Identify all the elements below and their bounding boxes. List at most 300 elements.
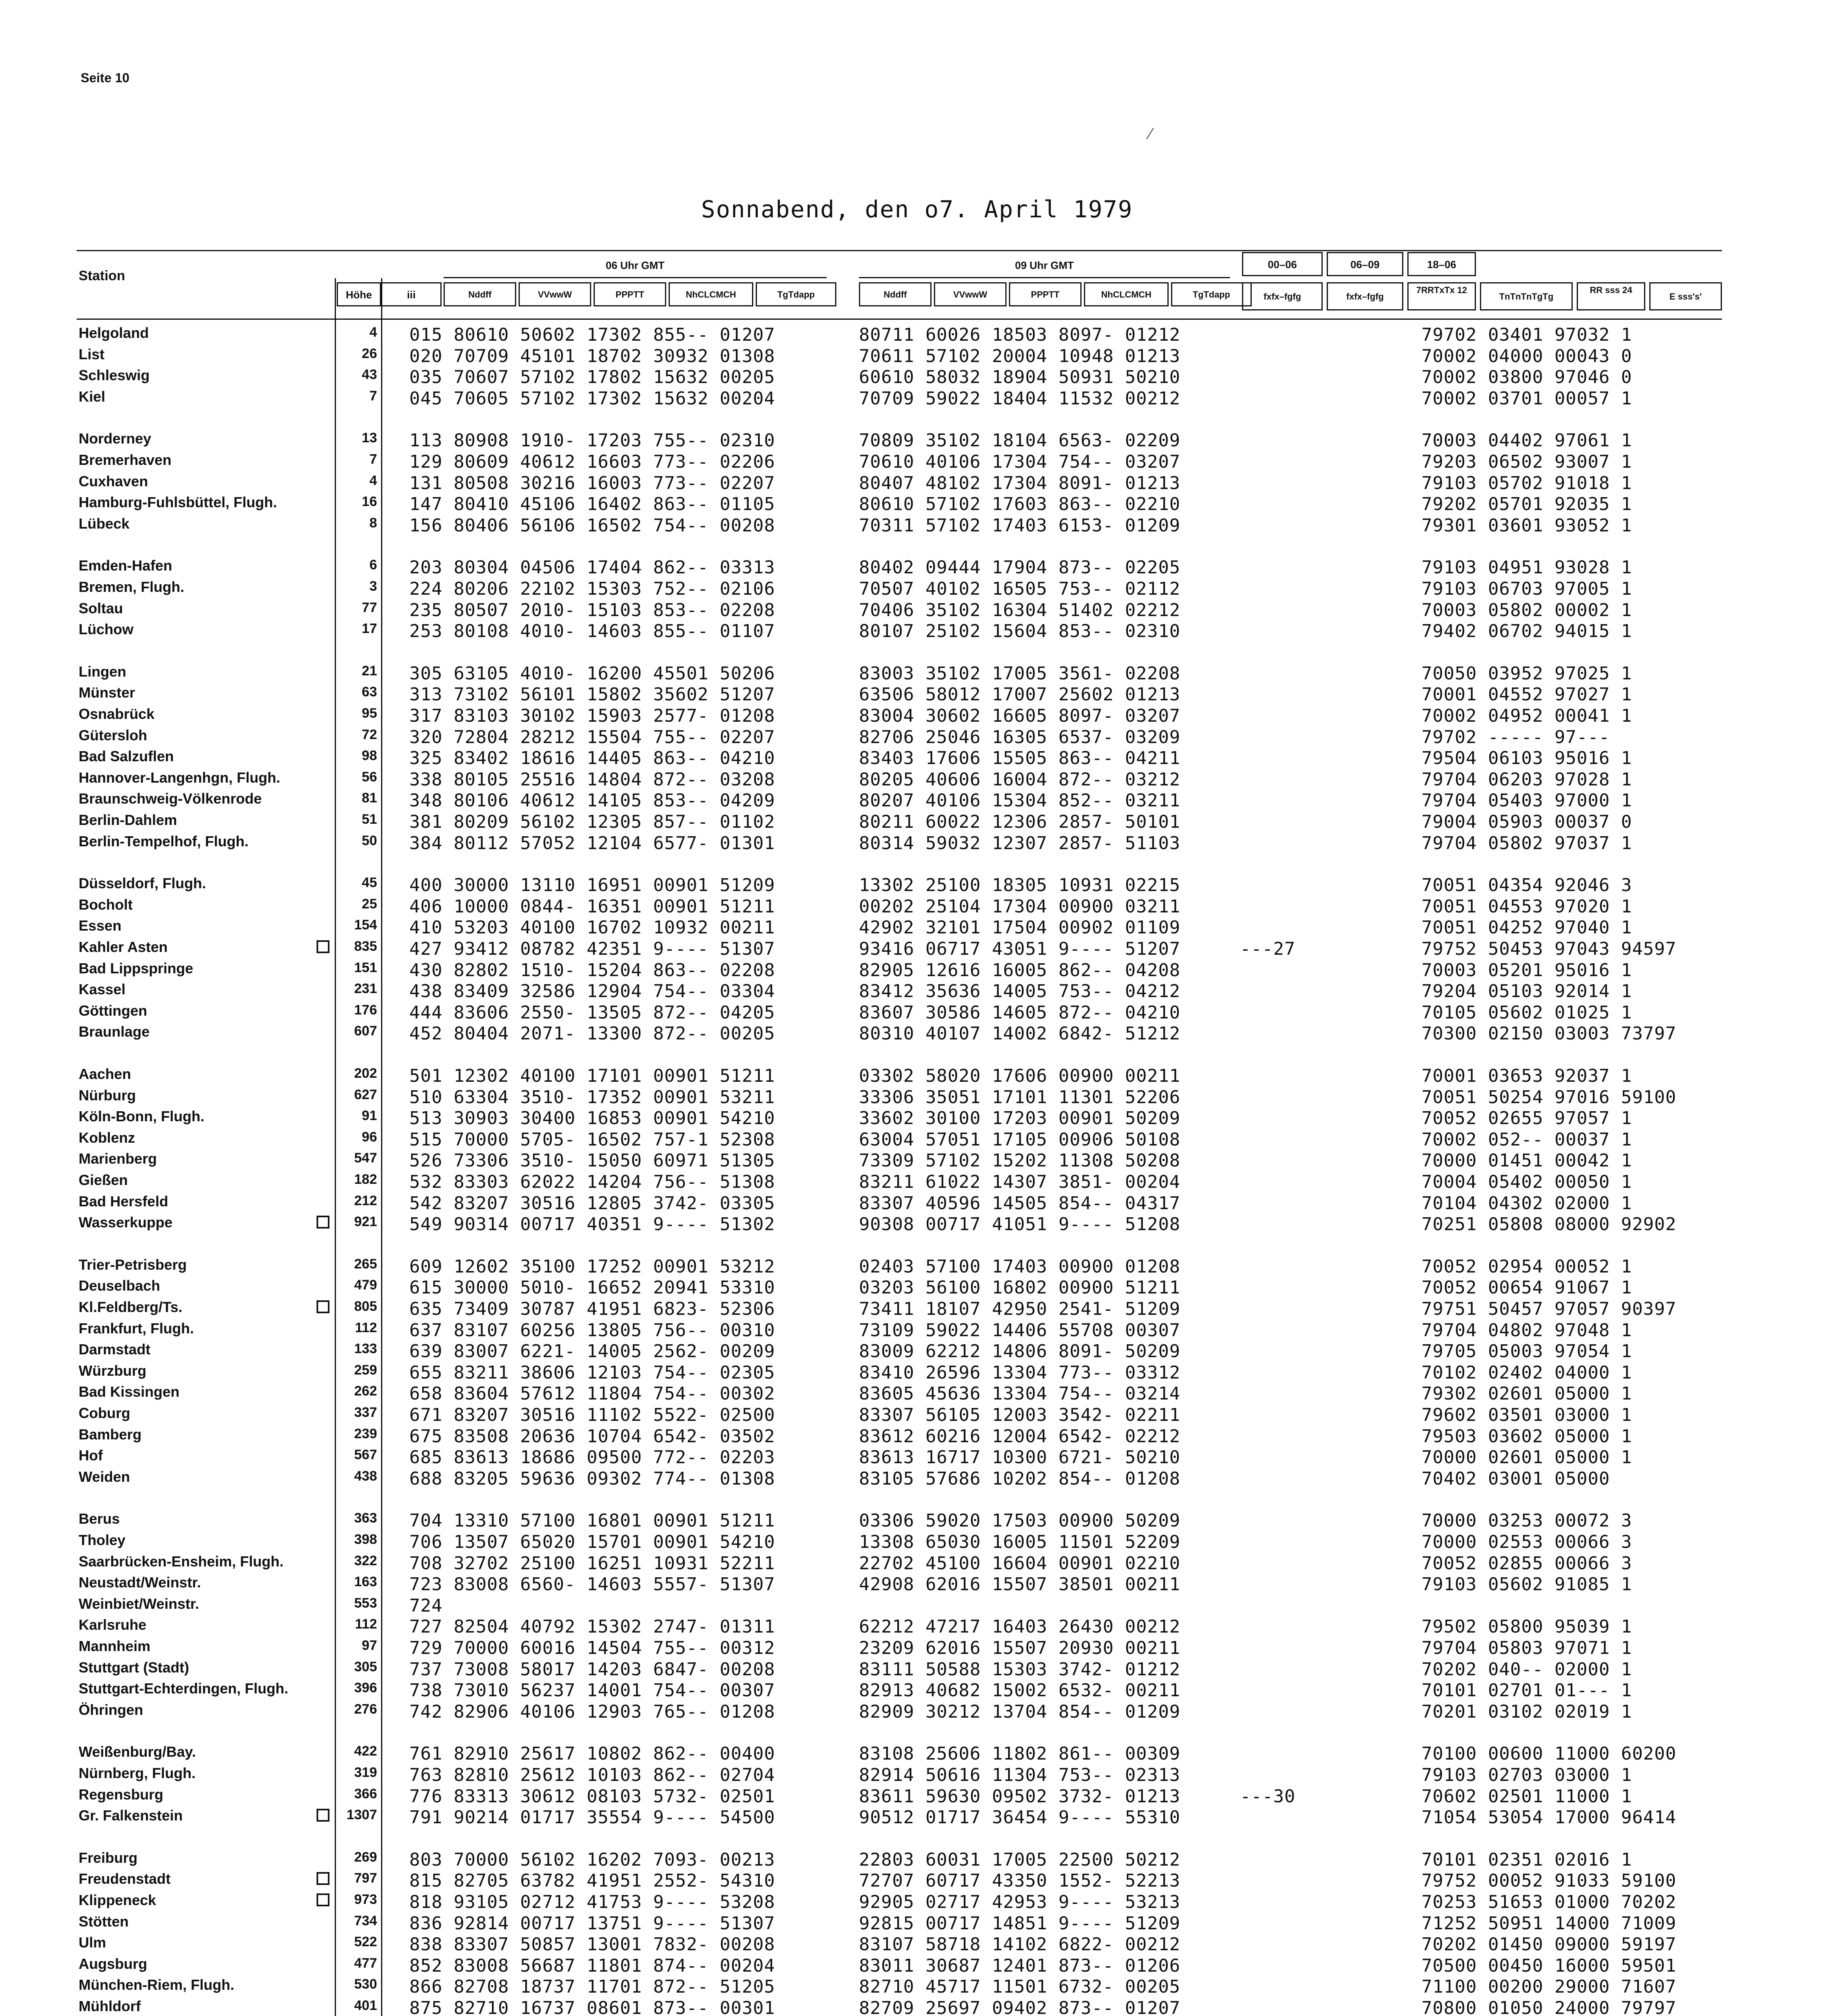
station-name: Helgoland xyxy=(79,325,149,341)
station-row xyxy=(79,452,1834,473)
obs-09-values: 83108 25606 11802 861-- 00309 xyxy=(859,1743,1181,1764)
c09-header-1: VVwwW xyxy=(934,282,1007,306)
extra-values: 70300 02150 03003 73797 xyxy=(1421,1023,1677,1044)
obs-09-values: 83004 30602 16605 8097- 03207 xyxy=(859,706,1181,726)
station-name: Braunlage xyxy=(79,1023,150,1040)
c06-header-3: NhCLCMCH xyxy=(669,282,753,306)
station-row xyxy=(79,1807,1834,1828)
obs-09-values: 73411 18107 42950 2541- 51209 xyxy=(859,1299,1181,1319)
station-row xyxy=(79,917,1834,938)
station-row xyxy=(79,748,1834,769)
station-name: Coburg xyxy=(79,1405,130,1421)
extra-values: 79704 05403 97000 1 xyxy=(1421,790,1632,811)
station-row xyxy=(79,473,1834,494)
obs-06-values: 515 70000 5705- 16502 757-1 52308 xyxy=(409,1129,775,1150)
station-height: 26 xyxy=(362,346,377,361)
obs-06-values: 675 83508 20636 10704 6542- 03502 xyxy=(409,1426,775,1447)
extra-values: 70052 02655 97057 1 xyxy=(1421,1108,1632,1129)
station-name: Weinbiet/Weinstr. xyxy=(79,1595,199,1612)
obs-09-values: 82913 40682 15002 6532- 00211 xyxy=(859,1680,1181,1701)
obs-06-values: 532 83303 62022 14204 756-- 51308 xyxy=(409,1172,775,1192)
obs-06-values: 738 73010 56237 14001 754-- 00307 xyxy=(409,1680,775,1701)
station-name: Bad Lippspringe xyxy=(79,960,194,977)
obs-06-values: 427 93412 08782 42351 9---- 51307 xyxy=(409,939,775,959)
obs-09-values: 83011 30687 12401 873-- 01206 xyxy=(859,1955,1181,1976)
station-row xyxy=(79,515,1834,536)
station-height: 97 xyxy=(362,1638,377,1653)
extra-values: 70253 51653 01000 70202 xyxy=(1421,1892,1677,1912)
obs-09-values: 80407 48102 17304 8091- 01213 xyxy=(859,473,1181,494)
station-row xyxy=(79,1786,1834,1807)
obs-06-values: 444 83606 2550- 13505 872-- 04205 xyxy=(409,1002,775,1023)
station-name: Wasserkuppe xyxy=(79,1214,173,1231)
station-name: Bremen, Flugh. xyxy=(79,579,185,595)
station-row xyxy=(79,706,1834,727)
extra-values: 70104 04302 02000 1 xyxy=(1421,1193,1632,1214)
extra-values: 70002 03800 97046 0 xyxy=(1421,367,1632,388)
extra-values: 70000 03253 00072 3 xyxy=(1421,1510,1632,1531)
obs-06-values: 015 80610 50602 17302 855-- 01207 xyxy=(409,325,775,345)
obs-09-values: 82706 25046 16305 6537- 03209 xyxy=(859,727,1181,748)
extra-values: 79752 00052 91033 59100 xyxy=(1421,1870,1677,1891)
obs-09-values: 82709 25697 09402 873-- 01207 xyxy=(859,1998,1181,2016)
station-row xyxy=(79,557,1834,578)
obs-09-values: 83307 56105 12003 3542- 02211 xyxy=(859,1405,1181,1425)
station-height: 366 xyxy=(354,1786,377,1801)
station-row xyxy=(79,1934,1834,1955)
obs-06-values: 348 80106 40612 14105 853-- 04209 xyxy=(409,790,775,811)
station-height: 151 xyxy=(354,960,377,975)
station-height: 112 xyxy=(355,1616,377,1632)
station-height: 91 xyxy=(362,1108,377,1124)
station-height: 262 xyxy=(354,1383,377,1399)
station-height: 522 xyxy=(354,1934,377,1950)
station-row xyxy=(79,875,1834,896)
header-station: Station xyxy=(79,268,125,283)
extra-values: 70052 00654 91067 1 xyxy=(1421,1277,1632,1298)
obs-09-values: 70809 35102 18104 6563- 02209 xyxy=(859,430,1181,451)
obs-06-values: 129 80609 40612 16603 773-- 02206 xyxy=(409,452,775,472)
station-row xyxy=(79,1362,1834,1383)
station-height: 133 xyxy=(354,1341,377,1357)
station-name: Gr. Falkenstein xyxy=(79,1807,183,1824)
c06-header-2: PPPTT xyxy=(594,282,666,306)
obs-06-values: 305 63105 4010- 16200 45501 50206 xyxy=(409,663,775,684)
station-row xyxy=(79,1383,1834,1404)
extra-values: 70000 02553 00066 3 xyxy=(1421,1532,1632,1552)
station-row xyxy=(79,1447,1834,1468)
extra-values: 79103 05702 91018 1 xyxy=(1421,473,1632,494)
station-row xyxy=(79,1129,1834,1150)
obs-06-values: 320 72804 28212 15504 755-- 02207 xyxy=(409,727,775,748)
station-row xyxy=(79,1277,1834,1298)
station-name: Berus xyxy=(79,1510,120,1527)
station-name: Hamburg-Fuhlsbüttel, Flugh. xyxy=(79,494,277,511)
obs-06-values: 513 30903 30400 16853 00901 54210 xyxy=(409,1108,775,1129)
obs-06-values: 815 82705 63782 41951 2552- 54310 xyxy=(409,1870,775,1891)
station-name: Darmstadt xyxy=(79,1341,151,1358)
page-number: Seite 10 xyxy=(81,71,129,85)
station-name: München-Riem, Flugh. xyxy=(79,1976,234,1993)
obs-06-values: 791 90214 01717 35554 9---- 54500 xyxy=(409,1807,775,1828)
station-name: Lüchow xyxy=(79,621,133,638)
obs-06-values: 818 93105 02712 41753 9---- 53208 xyxy=(409,1892,775,1912)
station-row xyxy=(79,494,1834,515)
station-name: Marienberg xyxy=(79,1150,157,1167)
station-name: Kahler Asten xyxy=(79,939,168,955)
obs-06-values: 761 82910 25617 10802 862-- 00400 xyxy=(409,1743,775,1764)
station-height: 547 xyxy=(354,1150,377,1166)
station-height: 363 xyxy=(354,1510,377,1526)
station-name: Cuxhaven xyxy=(79,473,148,489)
obs-06-values: 688 83205 59636 09302 774-- 01308 xyxy=(409,1468,775,1489)
station-name: Hannover-Langenhgn, Flugh. xyxy=(79,769,280,786)
obs-09-values: 80711 60026 18503 8097- 01212 xyxy=(859,325,1181,345)
obs-09-values: 83307 40596 14505 854-- 04317 xyxy=(859,1193,1181,1214)
station-height: 43 xyxy=(362,367,377,383)
obs-09-values: 90512 01717 36454 9---- 55310 xyxy=(859,1807,1181,1828)
station-row xyxy=(79,939,1834,960)
station-name: Stuttgart (Stadt) xyxy=(79,1659,189,1676)
station-name: Weißenburg/Bay. xyxy=(79,1743,196,1760)
station-height: 627 xyxy=(354,1087,377,1102)
obs-09-values: 03203 56100 16802 00900 51211 xyxy=(859,1277,1181,1298)
obs-06-values: 803 70000 56102 16202 7093- 00213 xyxy=(409,1849,775,1870)
obs-06-values: 866 82708 18737 11701 872-- 51205 xyxy=(409,1976,775,1997)
station-name: Mannheim xyxy=(79,1638,151,1654)
station-height: 239 xyxy=(354,1426,377,1441)
obs-09-values: 33306 35051 17101 11301 52206 xyxy=(859,1087,1181,1108)
station-name: Regensburg xyxy=(79,1786,164,1803)
extra-col-1: fxfx–fgfg xyxy=(1242,282,1323,310)
obs-06-values: 639 83007 6221- 14005 2562- 00209 xyxy=(409,1341,775,1362)
extra-values: 70001 04552 97027 1 xyxy=(1421,684,1632,705)
obs-09-values: 03306 59020 17503 00900 50209 xyxy=(859,1510,1181,1531)
extra-col-5: RR sss 24 xyxy=(1577,282,1645,310)
station-row xyxy=(79,1913,1834,1934)
mountain-station-marker-icon xyxy=(317,1216,329,1229)
obs-06-values: 035 70607 57102 17802 15632 00205 xyxy=(409,367,775,388)
page-date: Sonnabend, den o7. April 1979 xyxy=(701,196,1133,223)
obs-09-values: 80310 40107 14002 6842- 51212 xyxy=(859,1023,1181,1044)
station-name: Lübeck xyxy=(79,515,130,532)
obs-09-values: 80402 09444 17904 873-- 02205 xyxy=(859,557,1181,578)
station-row xyxy=(79,1510,1834,1531)
obs-06-values: 381 80209 56102 12305 857-- 01102 xyxy=(409,812,775,832)
station-name: Hof xyxy=(79,1447,103,1464)
station-row xyxy=(79,1002,1834,1023)
station-row xyxy=(79,833,1834,854)
obs-06-values: 203 80304 04506 17404 862-- 03313 xyxy=(409,557,775,578)
obs-09-values: 73309 57102 15202 11308 50208 xyxy=(859,1150,1181,1171)
obs-06-values: 724 xyxy=(409,1595,443,1616)
extra-values: 79103 04951 93028 1 xyxy=(1421,557,1632,578)
station-row xyxy=(79,1256,1834,1277)
obs-09-values: 00202 25104 17304 00900 03211 xyxy=(859,896,1181,917)
obs-06-values: 875 82710 16737 08601 873-- 00301 xyxy=(409,1998,775,2016)
period-18-06: 18–06 xyxy=(1407,252,1476,276)
extra-values: 71054 53054 17000 96414 xyxy=(1421,1807,1677,1828)
obs-09-values: 82710 45717 11501 6732- 00205 xyxy=(859,1976,1181,1997)
station-name: Kl.Feldberg/Ts. xyxy=(79,1299,183,1315)
obs-09-values: 83403 17606 15505 863-- 04211 xyxy=(859,748,1181,769)
obs-06-values: 671 83207 30516 11102 5522- 02500 xyxy=(409,1405,775,1425)
obs-09-values: 70311 57102 17403 6153- 01209 xyxy=(859,515,1181,536)
station-height: 212 xyxy=(354,1193,377,1208)
extra-values: 70051 50254 97016 59100 xyxy=(1421,1087,1677,1108)
station-height: 477 xyxy=(354,1955,377,1971)
station-height: 81 xyxy=(362,790,377,806)
extra-values: 79704 05802 97037 1 xyxy=(1421,833,1632,854)
obs-09-values: 70610 40106 17304 754-- 03207 xyxy=(859,452,1181,472)
extra-values: 79103 06703 97005 1 xyxy=(1421,579,1632,599)
station-height: 50 xyxy=(362,833,377,848)
pencil-mark: ⁄ xyxy=(1149,125,1152,143)
obs-06-values: 113 80908 1910- 17203 755-- 02310 xyxy=(409,430,775,451)
extra-values: 79602 03501 03000 1 xyxy=(1421,1405,1632,1425)
station-name: Stötten xyxy=(79,1913,129,1930)
station-name: Kassel xyxy=(79,981,126,998)
obs-09-values: 90308 00717 41051 9---- 51208 xyxy=(859,1214,1181,1235)
obs-09-values: 80207 40106 15304 852-- 03211 xyxy=(859,790,1181,811)
extra-values: 70051 04252 97040 1 xyxy=(1421,917,1632,938)
station-name: Emden-Hafen xyxy=(79,557,173,574)
station-height: 98 xyxy=(362,748,377,764)
station-name: Neustadt/Weinstr. xyxy=(79,1574,201,1591)
station-height: 734 xyxy=(354,1913,377,1929)
station-row xyxy=(79,1892,1834,1913)
station-height: 96 xyxy=(362,1129,377,1145)
extra-values: 70003 04402 97061 1 xyxy=(1421,430,1632,451)
station-height: 479 xyxy=(354,1277,377,1293)
station-height: 231 xyxy=(354,981,377,997)
station-row xyxy=(79,727,1834,748)
station-height: 7 xyxy=(369,388,377,404)
obs-09-values: 83107 58718 14102 6822- 00212 xyxy=(859,1934,1181,1955)
station-name: Deuselbach xyxy=(79,1277,160,1294)
station-row xyxy=(79,1320,1834,1341)
station-name: Bad Kissingen xyxy=(79,1383,180,1400)
obs-09-values: 73109 59022 14406 55708 00307 xyxy=(859,1320,1181,1341)
station-row xyxy=(79,1341,1834,1362)
obs-06-values: 400 30000 13110 16951 00901 51209 xyxy=(409,875,775,896)
station-row xyxy=(79,769,1834,790)
extra-values: 70003 05802 00002 1 xyxy=(1421,600,1632,621)
extra-values: 79704 04802 97048 1 xyxy=(1421,1320,1632,1341)
obs-09-values: 83105 57686 10202 854-- 01208 xyxy=(859,1468,1181,1489)
station-row xyxy=(79,1976,1834,1997)
group-06-title: 06 Uhr GMT xyxy=(444,254,827,278)
extra-values: 79204 05103 92014 1 xyxy=(1421,981,1632,1002)
obs-06-values: 609 12602 35100 17252 00901 53212 xyxy=(409,1256,775,1277)
station-row xyxy=(79,1150,1834,1171)
station-row xyxy=(79,1172,1834,1193)
station-height: 13 xyxy=(362,430,377,446)
station-row xyxy=(79,1765,1834,1786)
header-height-label: Höhe xyxy=(337,282,381,306)
station-row xyxy=(79,1214,1834,1235)
station-row xyxy=(79,1680,1834,1701)
station-name: Weiden xyxy=(79,1468,130,1485)
station-name: Freudenstadt xyxy=(79,1870,171,1887)
c06-header-4: TgTdapp xyxy=(756,282,836,306)
station-row xyxy=(79,1659,1834,1680)
obs-09-values: 70611 57102 20004 10948 01213 xyxy=(859,346,1181,367)
station-row xyxy=(79,684,1834,705)
obs-06-values: 704 13310 57100 16801 00901 51211 xyxy=(409,1510,775,1531)
obs-06-values: 836 92814 00717 13751 9---- 51307 xyxy=(409,1913,775,1934)
extra-col-2: fxfx–fgfg xyxy=(1327,282,1403,310)
extra-values: 79302 02601 05000 1 xyxy=(1421,1383,1632,1404)
obs-09-values: 82905 12616 16005 862-- 04208 xyxy=(859,960,1181,981)
mountain-station-marker-icon xyxy=(317,940,329,953)
extra-col-3: 7RRTxTx 12 xyxy=(1407,282,1476,310)
obs-09-values: 80205 40606 16004 872-- 03212 xyxy=(859,769,1181,790)
station-name: Frankfurt, Flugh. xyxy=(79,1320,194,1337)
obs-09-values: 13302 25100 18305 10931 02215 xyxy=(859,875,1181,896)
obs-06-values: 410 53203 40100 16702 10932 00211 xyxy=(409,917,775,938)
gust-values: ---30 xyxy=(1240,1786,1296,1807)
obs-09-values: 83611 59630 09502 3732- 01213 xyxy=(859,1786,1181,1807)
extra-values: 70202 040-- 02000 1 xyxy=(1421,1659,1632,1680)
obs-06-values: 708 32702 25100 16251 10931 52211 xyxy=(409,1553,775,1574)
obs-06-values: 406 10000 0844- 16351 00901 51211 xyxy=(409,896,775,917)
station-height: 56 xyxy=(362,769,377,785)
extra-values: 70050 03952 97025 1 xyxy=(1421,663,1632,684)
obs-06-values: 615 30000 5010- 16652 20941 53310 xyxy=(409,1277,775,1298)
station-name: Nürnberg, Flugh. xyxy=(79,1765,196,1781)
extra-values: 70052 02855 00066 3 xyxy=(1421,1553,1632,1574)
station-name: Köln-Bonn, Flugh. xyxy=(79,1108,204,1125)
station-height: 567 xyxy=(354,1447,377,1463)
station-row xyxy=(79,367,1834,388)
obs-06-values: 838 83307 50857 13001 7832- 00208 xyxy=(409,1934,775,1955)
extra-values: 71252 50951 14000 71009 xyxy=(1421,1913,1677,1934)
station-height: 530 xyxy=(354,1976,377,1992)
obs-09-values: 80314 59032 12307 2857- 51103 xyxy=(859,833,1181,854)
station-name: Braunschweig-Völkenrode xyxy=(79,790,262,807)
station-row xyxy=(79,1468,1834,1489)
station-name: Nürburg xyxy=(79,1087,136,1104)
station-row xyxy=(79,600,1834,621)
obs-09-values: 70709 59022 18404 11532 00212 xyxy=(859,388,1181,409)
header-rule-bottom xyxy=(77,319,1722,320)
station-name: Mühldorf xyxy=(79,1998,141,2014)
obs-09-values: 82909 30212 13704 854-- 01209 xyxy=(859,1701,1181,1722)
obs-06-values: 384 80112 57052 12104 6577- 01301 xyxy=(409,833,775,854)
station-height: 835 xyxy=(354,939,377,954)
obs-09-values: 03302 58020 17606 00900 00211 xyxy=(859,1066,1181,1086)
station-name: Bad Hersfeld xyxy=(79,1193,169,1210)
station-height: 607 xyxy=(354,1023,377,1039)
obs-09-values: 92815 00717 14851 9---- 51209 xyxy=(859,1913,1181,1934)
header-iii-label: iii xyxy=(381,282,442,306)
obs-09-values: 83410 26596 13304 773-- 03312 xyxy=(859,1362,1181,1383)
extra-values: 70102 02402 04000 1 xyxy=(1421,1362,1632,1383)
extra-values: 70052 02954 00052 1 xyxy=(1421,1256,1632,1277)
station-name: Ulm xyxy=(79,1934,106,1951)
station-height: 921 xyxy=(354,1214,377,1230)
station-height: 4 xyxy=(369,473,377,488)
obs-06-values: 452 80404 2071- 13300 872-- 00205 xyxy=(409,1023,775,1044)
obs-09-values: 83607 30586 14605 872-- 04210 xyxy=(859,1002,1181,1023)
obs-09-values: 83605 45636 13304 754-- 03214 xyxy=(859,1383,1181,1404)
station-row xyxy=(79,388,1834,409)
mountain-station-marker-icon xyxy=(317,1300,329,1313)
station-row xyxy=(79,1108,1834,1129)
station-name: Aachen xyxy=(79,1066,131,1082)
c09-header-2: PPPTT xyxy=(1009,282,1082,306)
extra-values: 79103 02703 03000 1 xyxy=(1421,1765,1632,1785)
obs-09-values: 80107 25102 15604 853-- 02310 xyxy=(859,621,1181,642)
station-row xyxy=(79,1299,1834,1320)
station-row xyxy=(79,981,1834,1002)
station-row xyxy=(79,1870,1834,1891)
mountain-station-marker-icon xyxy=(317,1809,329,1822)
station-height: 202 xyxy=(354,1066,377,1081)
station-height: 401 xyxy=(354,1998,377,2013)
obs-06-values: 763 82810 25612 10103 862-- 02704 xyxy=(409,1765,775,1785)
obs-09-values: 62212 47217 16403 26430 00212 xyxy=(859,1616,1181,1637)
station-name: Karlsruhe xyxy=(79,1616,147,1633)
station-height: 259 xyxy=(354,1362,377,1378)
obs-09-values: 83412 35636 14005 753-- 04212 xyxy=(859,981,1181,1002)
obs-09-values: 80610 57102 17603 863-- 02210 xyxy=(859,494,1181,515)
station-height: 176 xyxy=(354,1002,377,1018)
obs-06-values: 737 73008 58017 14203 6847- 00208 xyxy=(409,1659,775,1680)
extra-values: 79103 05602 91085 1 xyxy=(1421,1574,1632,1595)
obs-06-values: 742 82906 40106 12903 765-- 01208 xyxy=(409,1701,775,1722)
obs-09-values: 83211 61022 14307 3851- 00204 xyxy=(859,1172,1181,1192)
extra-values: 79202 05701 92035 1 xyxy=(1421,494,1632,515)
station-height: 182 xyxy=(354,1172,377,1187)
station-name: Düsseldorf, Flugh. xyxy=(79,875,206,892)
extra-values: 70100 00600 11000 60200 xyxy=(1421,1743,1677,1764)
station-name: Schleswig xyxy=(79,367,150,384)
obs-06-values: 313 73102 56101 15802 35602 51207 xyxy=(409,684,775,705)
station-row xyxy=(79,1638,1834,1659)
station-row xyxy=(79,1023,1834,1044)
extra-values: 79301 03601 93052 1 xyxy=(1421,515,1632,536)
mountain-station-marker-icon xyxy=(317,1872,329,1885)
station-name: Öhringen xyxy=(79,1701,143,1718)
obs-09-values: 60610 58032 18904 50931 50210 xyxy=(859,367,1181,388)
station-name: Bremerhaven xyxy=(79,452,172,468)
obs-06-values: 438 83409 32586 12904 754-- 03304 xyxy=(409,981,775,1002)
station-row xyxy=(79,346,1834,367)
obs-06-values: 526 73306 3510- 15050 60971 51305 xyxy=(409,1150,775,1171)
extra-values: 70002 04952 00041 1 xyxy=(1421,706,1632,726)
obs-09-values: 23209 62016 15507 20930 00211 xyxy=(859,1638,1181,1658)
obs-06-values: 776 83313 30612 08103 5732- 02501 xyxy=(409,1786,775,1807)
extra-values: 79502 05800 95039 1 xyxy=(1421,1616,1632,1637)
extra-col-4: TnTnTnTgTg xyxy=(1480,282,1573,310)
extra-values: 79402 06702 94015 1 xyxy=(1421,621,1632,642)
station-name: Bad Salzuflen xyxy=(79,748,174,765)
obs-06-values: 156 80406 56106 16502 754-- 00208 xyxy=(409,515,775,536)
extra-values: 70602 02501 11000 1 xyxy=(1421,1786,1632,1807)
station-height: 322 xyxy=(354,1553,377,1568)
extra-values: 70002 03701 00057 1 xyxy=(1421,388,1632,409)
c09-header-3: NhCLCMCH xyxy=(1084,282,1169,306)
extra-values: 70800 01050 24000 79797 xyxy=(1421,1998,1677,2016)
obs-06-values: 685 83613 18686 09500 772-- 02203 xyxy=(409,1447,775,1468)
extra-values: 70105 05602 01025 1 xyxy=(1421,1002,1632,1023)
extra-values: 79705 05003 97054 1 xyxy=(1421,1341,1632,1362)
extra-values: 79004 05903 00037 0 xyxy=(1421,812,1632,832)
station-height: 17 xyxy=(362,621,377,637)
station-name: Koblenz xyxy=(79,1129,135,1146)
